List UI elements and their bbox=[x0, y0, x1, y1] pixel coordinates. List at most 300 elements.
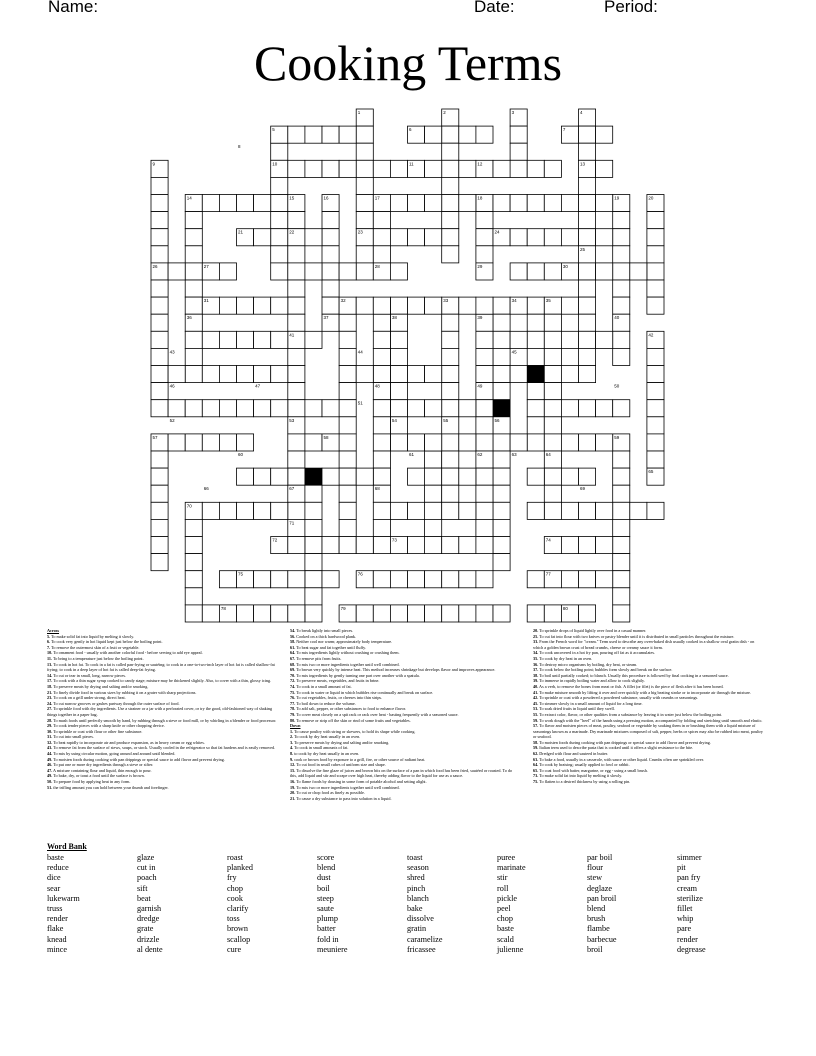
crossword-cell[interactable] bbox=[339, 348, 356, 365]
crossword-cell[interactable] bbox=[322, 229, 339, 246]
crossword-cell[interactable] bbox=[476, 297, 493, 314]
crossword-cell[interactable] bbox=[408, 537, 425, 554]
crossword-cell[interactable] bbox=[237, 434, 254, 451]
crossword-cell[interactable] bbox=[151, 280, 168, 297]
crossword-cell[interactable] bbox=[288, 571, 305, 588]
crossword-cell[interactable] bbox=[544, 348, 561, 365]
crossword-cell[interactable] bbox=[151, 451, 168, 468]
crossword-cell[interactable] bbox=[442, 314, 459, 331]
crossword-cell[interactable] bbox=[254, 468, 271, 485]
crossword-cell[interactable] bbox=[373, 451, 390, 468]
crossword-cell[interactable] bbox=[544, 400, 561, 417]
crossword-cell[interactable] bbox=[476, 212, 493, 229]
crossword-cell[interactable] bbox=[271, 143, 288, 160]
crossword-cell[interactable] bbox=[219, 434, 236, 451]
crossword-cell[interactable] bbox=[527, 434, 544, 451]
crossword-cell[interactable] bbox=[579, 571, 596, 588]
crossword-cell[interactable] bbox=[390, 263, 407, 280]
crossword-cell[interactable] bbox=[271, 212, 288, 229]
crossword-cell[interactable] bbox=[647, 502, 664, 519]
crossword-cell[interactable] bbox=[390, 502, 407, 519]
crossword-cell[interactable] bbox=[493, 485, 510, 502]
crossword-cell[interactable] bbox=[271, 571, 288, 588]
crossword-cell[interactable] bbox=[493, 195, 510, 212]
crossword-cell[interactable] bbox=[561, 297, 578, 314]
crossword-cell[interactable] bbox=[579, 400, 596, 417]
crossword-cell[interactable] bbox=[408, 468, 425, 485]
crossword-cell[interactable] bbox=[271, 468, 288, 485]
crossword-cell[interactable] bbox=[271, 229, 288, 246]
crossword-cell[interactable] bbox=[339, 160, 356, 177]
crossword-cell[interactable] bbox=[476, 519, 493, 536]
crossword-cell[interactable] bbox=[185, 571, 202, 588]
crossword-cell[interactable] bbox=[527, 195, 544, 212]
crossword-cell[interactable] bbox=[185, 263, 202, 280]
crossword-cell[interactable] bbox=[373, 502, 390, 519]
crossword-cell[interactable] bbox=[544, 434, 561, 451]
crossword-cell[interactable] bbox=[356, 143, 373, 160]
crossword-cell[interactable] bbox=[476, 605, 493, 622]
crossword-cell[interactable] bbox=[425, 126, 442, 143]
crossword-cell[interactable] bbox=[442, 348, 459, 365]
crossword-cell[interactable] bbox=[579, 331, 596, 348]
crossword-cell[interactable] bbox=[425, 485, 442, 502]
crossword-cell[interactable] bbox=[356, 468, 373, 485]
crossword-cell[interactable] bbox=[493, 366, 510, 383]
crossword-cell[interactable] bbox=[288, 263, 305, 280]
crossword-cell[interactable] bbox=[305, 434, 322, 451]
crossword-cell[interactable] bbox=[219, 297, 236, 314]
crossword-cell[interactable] bbox=[408, 297, 425, 314]
crossword-cell[interactable] bbox=[305, 502, 322, 519]
crossword-cell[interactable] bbox=[527, 348, 544, 365]
crossword-cell[interactable] bbox=[613, 263, 630, 280]
crossword-cell[interactable] bbox=[185, 554, 202, 571]
crossword-cell[interactable] bbox=[185, 588, 202, 605]
crossword-cell[interactable] bbox=[493, 537, 510, 554]
crossword-cell[interactable] bbox=[305, 519, 322, 536]
crossword-cell[interactable] bbox=[561, 195, 578, 212]
crossword-cell[interactable] bbox=[185, 400, 202, 417]
crossword-cell[interactable] bbox=[356, 195, 373, 212]
crossword-cell[interactable] bbox=[425, 468, 442, 485]
crossword-cell[interactable] bbox=[271, 297, 288, 314]
crossword-cell[interactable] bbox=[373, 605, 390, 622]
crossword-cell[interactable] bbox=[544, 485, 561, 502]
crossword-cell[interactable] bbox=[288, 126, 305, 143]
crossword-cell[interactable] bbox=[254, 366, 271, 383]
crossword-cell[interactable] bbox=[151, 468, 168, 485]
crossword-cell[interactable] bbox=[527, 314, 544, 331]
crossword-cell[interactable] bbox=[151, 348, 168, 365]
crossword-cell[interactable] bbox=[510, 195, 527, 212]
crossword-cell[interactable] bbox=[168, 434, 185, 451]
crossword-cell[interactable] bbox=[510, 126, 527, 143]
crossword-cell[interactable] bbox=[493, 160, 510, 177]
crossword-cell[interactable] bbox=[271, 246, 288, 263]
crossword-cell[interactable] bbox=[493, 331, 510, 348]
crossword-cell[interactable] bbox=[305, 126, 322, 143]
crossword-cell[interactable] bbox=[527, 400, 544, 417]
crossword-cell[interactable] bbox=[390, 434, 407, 451]
crossword-cell[interactable] bbox=[493, 383, 510, 400]
crossword-cell[interactable] bbox=[579, 537, 596, 554]
crossword-cell[interactable] bbox=[476, 417, 493, 434]
crossword-cell[interactable] bbox=[168, 400, 185, 417]
crossword-cell[interactable] bbox=[288, 314, 305, 331]
crossword-cell[interactable] bbox=[305, 485, 322, 502]
crossword-cell[interactable] bbox=[493, 451, 510, 468]
crossword-cell[interactable] bbox=[544, 502, 561, 519]
crossword-cell[interactable] bbox=[339, 434, 356, 451]
crossword-cell[interactable] bbox=[254, 502, 271, 519]
crossword-cell[interactable] bbox=[185, 348, 202, 365]
crossword-cell[interactable] bbox=[288, 537, 305, 554]
crossword-cell[interactable] bbox=[408, 605, 425, 622]
crossword-cell[interactable] bbox=[339, 366, 356, 383]
crossword-cell[interactable] bbox=[544, 605, 561, 622]
crossword-cell[interactable] bbox=[510, 160, 527, 177]
crossword-cell[interactable] bbox=[613, 348, 630, 365]
crossword-cell[interactable] bbox=[151, 195, 168, 212]
crossword-cell[interactable] bbox=[288, 212, 305, 229]
crossword-cell[interactable] bbox=[527, 297, 544, 314]
crossword-cell[interactable] bbox=[339, 314, 356, 331]
crossword-cell[interactable] bbox=[185, 280, 202, 297]
crossword-cell[interactable] bbox=[339, 502, 356, 519]
crossword-cell[interactable] bbox=[442, 605, 459, 622]
crossword-cell[interactable] bbox=[151, 314, 168, 331]
crossword-cell[interactable] bbox=[579, 348, 596, 365]
crossword-cell[interactable] bbox=[510, 366, 527, 383]
crossword-cell[interactable] bbox=[510, 331, 527, 348]
crossword-cell[interactable] bbox=[476, 400, 493, 417]
crossword-cell[interactable] bbox=[322, 246, 339, 263]
crossword-cell[interactable] bbox=[647, 451, 664, 468]
crossword-cell[interactable] bbox=[185, 331, 202, 348]
crossword-cell[interactable] bbox=[425, 297, 442, 314]
crossword-cell[interactable] bbox=[237, 297, 254, 314]
crossword-cell[interactable] bbox=[459, 126, 476, 143]
crossword-cell[interactable] bbox=[322, 297, 339, 314]
crossword-cell[interactable] bbox=[476, 366, 493, 383]
crossword-cell[interactable] bbox=[202, 502, 219, 519]
crossword-cell[interactable] bbox=[561, 571, 578, 588]
crossword-cell[interactable] bbox=[425, 537, 442, 554]
crossword-cell[interactable] bbox=[493, 468, 510, 485]
crossword-cell[interactable] bbox=[305, 400, 322, 417]
crossword-cell[interactable] bbox=[219, 571, 236, 588]
crossword-cell[interactable] bbox=[151, 400, 168, 417]
crossword-cell[interactable] bbox=[339, 383, 356, 400]
crossword-cell[interactable] bbox=[373, 297, 390, 314]
crossword-cell[interactable] bbox=[390, 160, 407, 177]
crossword-cell[interactable] bbox=[647, 400, 664, 417]
crossword-cell[interactable] bbox=[373, 537, 390, 554]
crossword-cell[interactable] bbox=[202, 366, 219, 383]
crossword-cell[interactable] bbox=[390, 383, 407, 400]
crossword-cell[interactable] bbox=[425, 571, 442, 588]
crossword-cell[interactable] bbox=[237, 331, 254, 348]
crossword-cell[interactable] bbox=[151, 502, 168, 519]
crossword-cell[interactable] bbox=[408, 229, 425, 246]
crossword-cell[interactable] bbox=[168, 263, 185, 280]
crossword-cell[interactable] bbox=[561, 400, 578, 417]
crossword-cell[interactable] bbox=[493, 434, 510, 451]
crossword-cell[interactable] bbox=[596, 537, 613, 554]
crossword-cell[interactable] bbox=[579, 605, 596, 622]
crossword-cell[interactable] bbox=[613, 554, 630, 571]
crossword-cell[interactable] bbox=[613, 502, 630, 519]
crossword-cell[interactable] bbox=[288, 246, 305, 263]
crossword-cell[interactable] bbox=[476, 229, 493, 246]
crossword-cell[interactable] bbox=[339, 468, 356, 485]
crossword-cell[interactable] bbox=[168, 366, 185, 383]
crossword-cell[interactable] bbox=[288, 160, 305, 177]
crossword-cell[interactable] bbox=[442, 571, 459, 588]
crossword-cell[interactable] bbox=[613, 280, 630, 297]
crossword-cell[interactable] bbox=[493, 519, 510, 536]
crossword-cell[interactable] bbox=[442, 400, 459, 417]
crossword-cell[interactable] bbox=[647, 246, 664, 263]
crossword-cell[interactable] bbox=[390, 348, 407, 365]
crossword-cell[interactable] bbox=[442, 468, 459, 485]
crossword-cell[interactable] bbox=[561, 468, 578, 485]
crossword-cell[interactable] bbox=[647, 297, 664, 314]
crossword-cell[interactable] bbox=[425, 229, 442, 246]
crossword-cell[interactable] bbox=[271, 605, 288, 622]
crossword-cell[interactable] bbox=[305, 160, 322, 177]
crossword-cell[interactable] bbox=[596, 195, 613, 212]
crossword-cell[interactable] bbox=[527, 160, 544, 177]
crossword-cell[interactable] bbox=[185, 605, 202, 622]
crossword-cell[interactable] bbox=[185, 246, 202, 263]
crossword-cell[interactable] bbox=[493, 314, 510, 331]
crossword-cell[interactable] bbox=[527, 331, 544, 348]
crossword-cell[interactable] bbox=[596, 126, 613, 143]
crossword-cell[interactable] bbox=[579, 126, 596, 143]
crossword-cell[interactable] bbox=[339, 485, 356, 502]
crossword-cell[interactable] bbox=[322, 160, 339, 177]
crossword-cell[interactable] bbox=[288, 366, 305, 383]
crossword-cell[interactable] bbox=[442, 485, 459, 502]
crossword-cell[interactable] bbox=[493, 502, 510, 519]
crossword-cell[interactable] bbox=[459, 434, 476, 451]
crossword-cell[interactable] bbox=[356, 297, 373, 314]
crossword-cell[interactable] bbox=[322, 212, 339, 229]
crossword-cell[interactable] bbox=[647, 280, 664, 297]
crossword-cell[interactable] bbox=[322, 468, 339, 485]
crossword-cell[interactable] bbox=[202, 400, 219, 417]
crossword-cell[interactable] bbox=[613, 400, 630, 417]
crossword-cell[interactable] bbox=[579, 297, 596, 314]
crossword-cell[interactable] bbox=[579, 314, 596, 331]
crossword-cell[interactable] bbox=[510, 143, 527, 160]
crossword-cell[interactable] bbox=[579, 280, 596, 297]
crossword-cell[interactable] bbox=[579, 177, 596, 194]
crossword-cell[interactable] bbox=[356, 537, 373, 554]
crossword-cell[interactable] bbox=[408, 502, 425, 519]
crossword-cell[interactable] bbox=[442, 229, 459, 246]
crossword-cell[interactable] bbox=[425, 502, 442, 519]
crossword-cell[interactable] bbox=[579, 502, 596, 519]
crossword-cell[interactable] bbox=[596, 160, 613, 177]
crossword-cell[interactable] bbox=[356, 126, 373, 143]
crossword-cell[interactable] bbox=[237, 400, 254, 417]
crossword-cell[interactable] bbox=[254, 297, 271, 314]
crossword-cell[interactable] bbox=[237, 502, 254, 519]
crossword-cell[interactable] bbox=[425, 195, 442, 212]
crossword-cell[interactable] bbox=[322, 571, 339, 588]
crossword-cell[interactable] bbox=[442, 246, 459, 263]
crossword-cell[interactable] bbox=[647, 212, 664, 229]
crossword-cell[interactable] bbox=[151, 554, 168, 571]
crossword-cell[interactable] bbox=[271, 502, 288, 519]
crossword-cell[interactable] bbox=[596, 400, 613, 417]
crossword-cell[interactable] bbox=[356, 246, 373, 263]
crossword-cell[interactable] bbox=[202, 331, 219, 348]
crossword-cell[interactable] bbox=[561, 537, 578, 554]
crossword-cell[interactable] bbox=[425, 519, 442, 536]
crossword-cell[interactable] bbox=[476, 485, 493, 502]
crossword-cell[interactable] bbox=[271, 331, 288, 348]
crossword-cell[interactable] bbox=[596, 434, 613, 451]
crossword-cell[interactable] bbox=[339, 126, 356, 143]
crossword-cell[interactable] bbox=[442, 383, 459, 400]
crossword-cell[interactable] bbox=[373, 348, 390, 365]
crossword-cell[interactable] bbox=[305, 554, 322, 571]
crossword-cell[interactable] bbox=[254, 571, 271, 588]
crossword-cell[interactable] bbox=[339, 519, 356, 536]
crossword-cell[interactable] bbox=[322, 126, 339, 143]
crossword-cell[interactable] bbox=[202, 195, 219, 212]
crossword-cell[interactable] bbox=[408, 400, 425, 417]
crossword-cell[interactable] bbox=[493, 554, 510, 571]
crossword-cell[interactable] bbox=[390, 571, 407, 588]
crossword-cell[interactable] bbox=[493, 297, 510, 314]
crossword-cell[interactable] bbox=[442, 195, 459, 212]
crossword-cell[interactable] bbox=[613, 229, 630, 246]
crossword-cell[interactable] bbox=[288, 605, 305, 622]
crossword-cell[interactable] bbox=[425, 160, 442, 177]
crossword-cell[interactable] bbox=[356, 605, 373, 622]
crossword-cell[interactable] bbox=[288, 434, 305, 451]
crossword-cell[interactable] bbox=[219, 195, 236, 212]
crossword-cell[interactable] bbox=[237, 195, 254, 212]
crossword-cell[interactable] bbox=[151, 212, 168, 229]
crossword-cell[interactable] bbox=[356, 160, 373, 177]
crossword-cell[interactable] bbox=[544, 366, 561, 383]
crossword-cell[interactable] bbox=[613, 519, 630, 536]
crossword-cell[interactable] bbox=[442, 177, 459, 194]
crossword-cell[interactable] bbox=[305, 537, 322, 554]
crossword-cell[interactable] bbox=[408, 366, 425, 383]
crossword-cell[interactable] bbox=[219, 263, 236, 280]
crossword-cell[interactable] bbox=[544, 263, 561, 280]
crossword-cell[interactable] bbox=[271, 366, 288, 383]
crossword-cell[interactable] bbox=[476, 348, 493, 365]
crossword-cell[interactable] bbox=[322, 400, 339, 417]
crossword-cell[interactable] bbox=[527, 605, 544, 622]
crossword-cell[interactable] bbox=[613, 451, 630, 468]
crossword-cell[interactable] bbox=[373, 212, 390, 229]
crossword-cell[interactable] bbox=[476, 502, 493, 519]
crossword-cell[interactable] bbox=[579, 468, 596, 485]
crossword-cell[interactable] bbox=[459, 537, 476, 554]
crossword-cell[interactable] bbox=[613, 331, 630, 348]
crossword-cell[interactable] bbox=[527, 263, 544, 280]
crossword-cell[interactable] bbox=[442, 502, 459, 519]
crossword-cell[interactable] bbox=[425, 434, 442, 451]
crossword-cell[interactable] bbox=[219, 366, 236, 383]
crossword-cell[interactable] bbox=[476, 537, 493, 554]
crossword-cell[interactable] bbox=[288, 400, 305, 417]
crossword-cell[interactable] bbox=[476, 434, 493, 451]
crossword-cell[interactable] bbox=[288, 451, 305, 468]
crossword-cell[interactable] bbox=[613, 297, 630, 314]
crossword-cell[interactable] bbox=[613, 588, 630, 605]
crossword-cell[interactable] bbox=[596, 229, 613, 246]
crossword-cell[interactable] bbox=[579, 434, 596, 451]
crossword-cell[interactable] bbox=[151, 246, 168, 263]
crossword-cell[interactable] bbox=[373, 417, 390, 434]
crossword-cell[interactable] bbox=[596, 263, 613, 280]
crossword-cell[interactable] bbox=[373, 400, 390, 417]
crossword-cell[interactable] bbox=[305, 605, 322, 622]
crossword-cell[interactable] bbox=[185, 434, 202, 451]
crossword-cell[interactable] bbox=[544, 331, 561, 348]
crossword-cell[interactable] bbox=[373, 434, 390, 451]
crossword-cell[interactable] bbox=[151, 177, 168, 194]
crossword-cell[interactable] bbox=[202, 605, 219, 622]
crossword-cell[interactable] bbox=[237, 605, 254, 622]
crossword-cell[interactable] bbox=[254, 229, 271, 246]
crossword-cell[interactable] bbox=[305, 331, 322, 348]
crossword-cell[interactable] bbox=[544, 314, 561, 331]
crossword-cell[interactable] bbox=[339, 417, 356, 434]
crossword-cell[interactable] bbox=[561, 366, 578, 383]
crossword-cell[interactable] bbox=[613, 571, 630, 588]
crossword-cell[interactable] bbox=[613, 605, 630, 622]
crossword-cell[interactable] bbox=[579, 195, 596, 212]
crossword-cell[interactable] bbox=[408, 571, 425, 588]
crossword-cell[interactable] bbox=[613, 246, 630, 263]
crossword-cell[interactable] bbox=[613, 485, 630, 502]
crossword-cell[interactable] bbox=[322, 537, 339, 554]
crossword-cell[interactable] bbox=[254, 605, 271, 622]
crossword-cell[interactable] bbox=[647, 383, 664, 400]
crossword-cell[interactable] bbox=[613, 212, 630, 229]
crossword-cell[interactable] bbox=[288, 297, 305, 314]
crossword-cell[interactable] bbox=[544, 417, 561, 434]
crossword-cell[interactable] bbox=[288, 348, 305, 365]
crossword-cell[interactable] bbox=[219, 331, 236, 348]
crossword-cell[interactable] bbox=[579, 229, 596, 246]
crossword-cell[interactable] bbox=[544, 383, 561, 400]
crossword-cell[interactable] bbox=[544, 229, 561, 246]
crossword-cell[interactable] bbox=[425, 400, 442, 417]
crossword-cell[interactable] bbox=[442, 537, 459, 554]
crossword-cell[interactable] bbox=[613, 537, 630, 554]
crossword-cell[interactable] bbox=[561, 331, 578, 348]
crossword-cell[interactable] bbox=[356, 177, 373, 194]
crossword-cell[interactable] bbox=[459, 400, 476, 417]
crossword-cell[interactable] bbox=[185, 366, 202, 383]
crossword-cell[interactable] bbox=[476, 571, 493, 588]
crossword-cell[interactable] bbox=[390, 400, 407, 417]
crossword-cell[interactable] bbox=[390, 366, 407, 383]
crossword-cell[interactable] bbox=[373, 571, 390, 588]
